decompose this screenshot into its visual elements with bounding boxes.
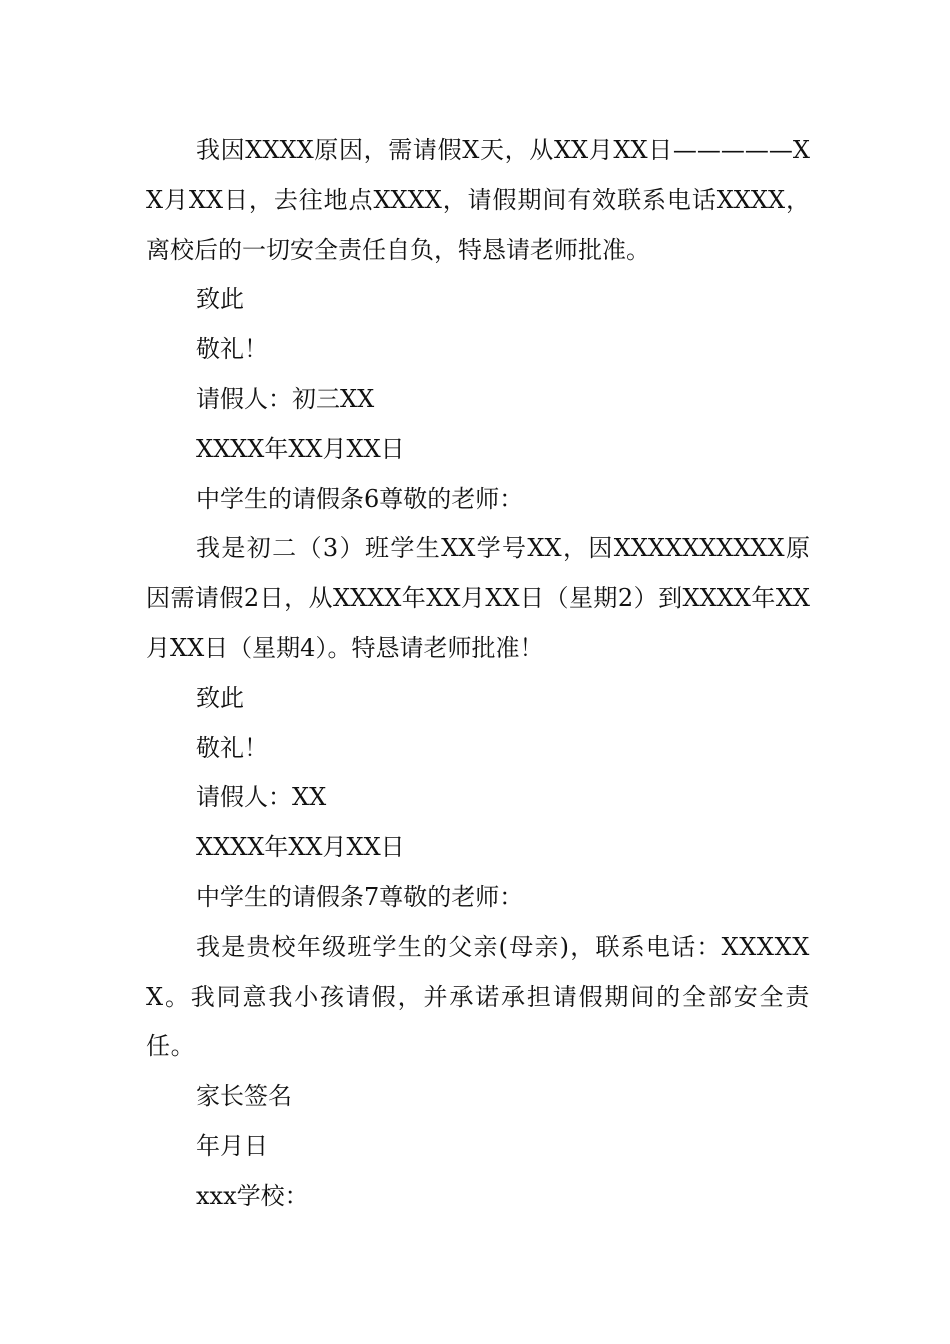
- requester-line-1: 请假人：初三XX: [196, 384, 375, 413]
- closing-zhici-2: 致此: [196, 683, 244, 712]
- closing-jingli-1: 敬礼！: [196, 335, 268, 364]
- closing-zhici-1: 致此: [196, 285, 244, 314]
- date-line-1: XXXX年XX月XX日: [196, 434, 405, 463]
- requester-line-2: 请假人：XX: [196, 783, 327, 812]
- leave-request-paragraph-2: 我是初二（3）班学生XX学号XX，因XXXXXXXXXX原因需请假2日，从XXXX年XX月XX日（星期2）到XXXX年XX月XX日（星期4）。特恳请老师批准！: [146, 534, 810, 662]
- parent-consent-paragraph: 我是贵校年级班学生的父亲(母亲)，联系电话：XXXXXX。我同意我小孩请假，并承诺承担请假期间的全部安全责任。: [146, 932, 810, 1061]
- date-line-2: XXXX年XX月XX日: [196, 833, 405, 862]
- school-line: xxx学校：: [196, 1181, 309, 1210]
- document-body: [146, 126, 810, 1222]
- date-placeholder: 年月日: [196, 1131, 268, 1160]
- note-7-heading: 中学生的请假条7尊敬的老师：: [196, 882, 524, 911]
- closing-jingli-2: 敬礼！: [196, 733, 268, 762]
- parent-signature-label: 家长签名: [196, 1082, 292, 1111]
- note-6-heading: 中学生的请假条6尊敬的老师：: [196, 484, 524, 513]
- leave-request-paragraph-1: 我因XXXX原因，需请假X天，从XX月XX日—————XX月XX日，去往地点XXXX，请假期间有效联系电话XXXX，离校后的一切安全责任自负，特恳请老师批准。: [146, 136, 810, 264]
